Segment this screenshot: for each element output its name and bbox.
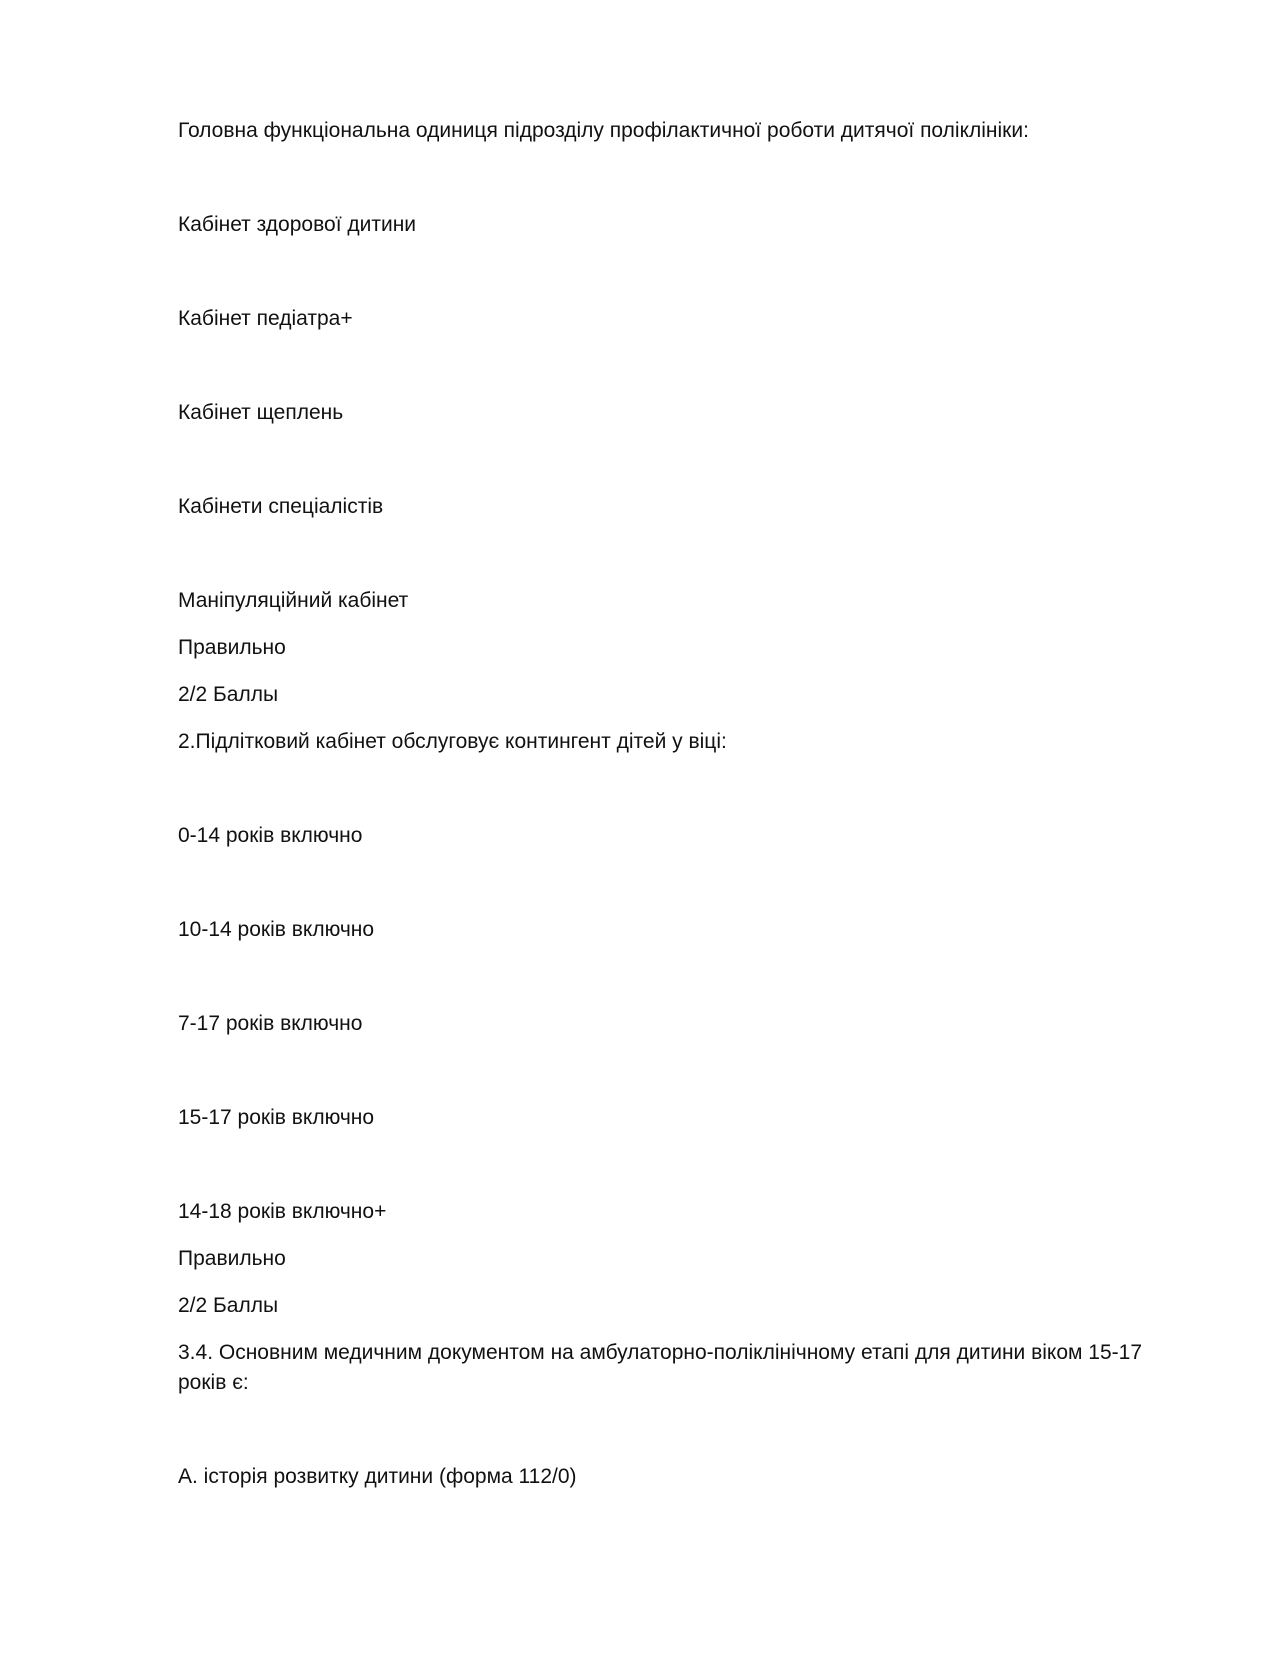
answer-option: 0-14 років включно xyxy=(178,824,363,847)
answer-option: 10-14 років включно xyxy=(178,918,375,941)
answer-option-correct: Кабінет педіатра+ xyxy=(178,307,353,330)
answer-option: Кабінет щеплень xyxy=(178,401,344,424)
answer-option: Маніпуляційний кабінет xyxy=(178,589,409,612)
question-3-text: 3.4. Основним медичним документом на амбулаторно-поліклінічному етапі для дитини віком 15-17 xyxy=(178,1341,1143,1364)
answer-option: А. історія розвитку дитини (форма 112/0) xyxy=(178,1465,577,1488)
answer-option-correct: 14-18 років включно+ xyxy=(178,1200,387,1223)
question-3-text-continued: років є: xyxy=(178,1371,249,1394)
result-score: 2/2 Баллы xyxy=(178,683,279,706)
answer-option: Кабінети спеціалістів xyxy=(178,495,384,518)
result-score: 2/2 Баллы xyxy=(178,1294,279,1317)
answer-option: 15-17 років включно xyxy=(178,1106,375,1129)
question-2-text: 2.Підлітковий кабінет обслуговує контингент дітей у віці: xyxy=(178,730,727,753)
result-status: Правильно xyxy=(178,636,286,659)
answer-option: Кабінет здорової дитини xyxy=(178,213,417,236)
question-1-text: Головна функціональна одиниця підрозділу профілактичної роботи дитячої поліклініки: xyxy=(178,119,1029,142)
result-status: Правильно xyxy=(178,1247,286,1270)
answer-option: 7-17 років включно xyxy=(178,1012,363,1035)
